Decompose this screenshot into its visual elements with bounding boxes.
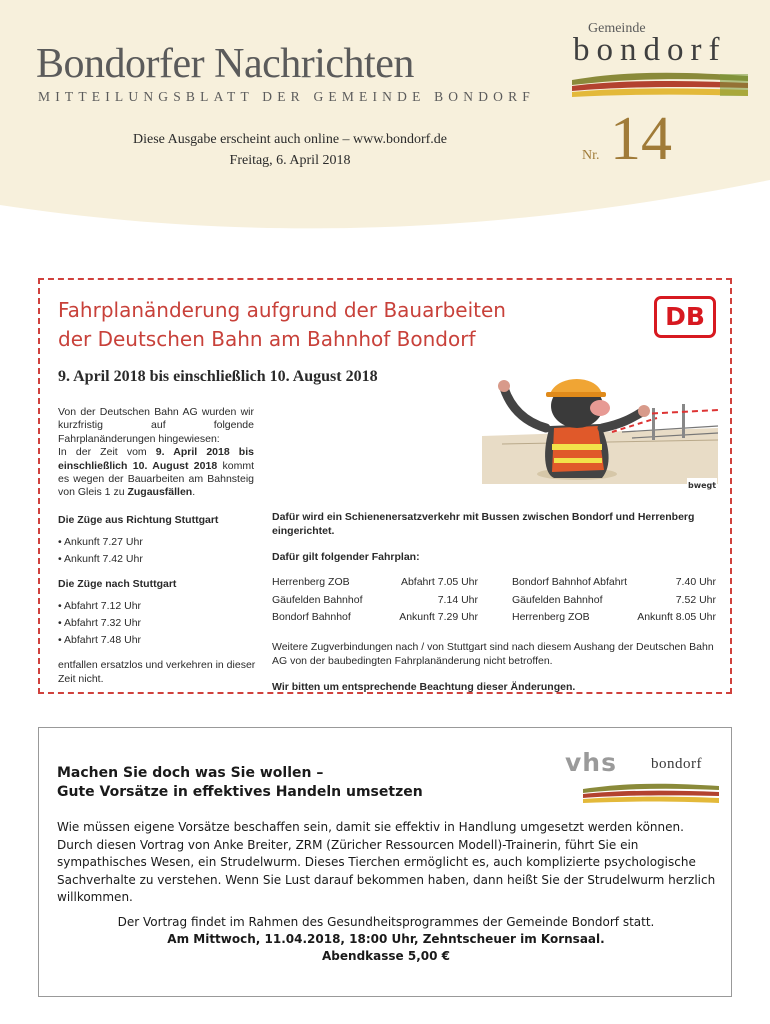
list-item: • Ankunft 7.27 Uhr xyxy=(58,534,268,551)
issue-date: Freitag, 6. April 2018 xyxy=(229,153,351,168)
schedule-right-time: Ankunft 8.05 Uhr xyxy=(637,611,716,623)
schedule-right-time: 7.52 Uhr xyxy=(675,593,716,606)
bwegt-logo-text: bwegt xyxy=(688,481,717,490)
schedule-left-time: Abfahrt 7.05 Uhr xyxy=(400,576,478,588)
logo-gemeinde-text: Gemeinde xyxy=(588,21,646,36)
online-note: Diese Ausgabe erscheint auch online – www.bondorf.de xyxy=(132,132,447,147)
masthead xyxy=(0,0,770,250)
vhs-event-title xyxy=(57,764,423,802)
newsletter-title: Bondorfer Nachrichten xyxy=(36,41,414,87)
list-item: • Ankunft 7.42 Uhr xyxy=(58,551,268,568)
list-item: • Abfahrt 7.32 Uhr xyxy=(58,615,268,632)
intro-text: Von der Deutschen Bahn AG wurden wir kurzfristig auf folgende Fahrplanänderungen hingewiesen: xyxy=(58,406,254,445)
schedule-right-station: Gäufelden Bahnhof xyxy=(512,593,603,606)
vhs-program-note: Der Vortrag findet im Rahmen des Gesundheitsprogrammes der Gemeinde Bondorf statt. xyxy=(117,915,655,929)
vhs-title-line2: Gute Vorsätze in effektives Handeln umsetzen xyxy=(57,784,423,800)
vhs-event-price: Abendkasse 5,00 € xyxy=(322,949,450,963)
cancelled-trains-column xyxy=(58,514,268,686)
notice-title xyxy=(58,296,618,354)
to-stuttgart-heading: Die Züge nach Stuttgart xyxy=(58,578,177,590)
vhs-logo-name: bondorf xyxy=(651,756,702,772)
list-item: • Abfahrt 7.48 Uhr xyxy=(58,632,268,649)
schedule-right-time: 7.40 Uhr xyxy=(675,576,716,588)
intro-bold-period: 9. April 2018 bis einschließlich 10. August 2018 xyxy=(58,446,254,472)
schedule-heading: Dafür gilt folgender Fahrplan: xyxy=(272,551,420,563)
cancellation-note: entfallen ersatzlos und verkehren in dieser Zeit nicht. xyxy=(58,659,256,685)
vhs-event-datetime: Am Mittwoch, 11.04.2018, 18:00 Uhr, Zehntscheuer im Kornsaal. xyxy=(167,932,605,946)
schedule-right-station: Bondorf Bahnhof Abfahrt xyxy=(512,576,628,588)
schedule-change-notice xyxy=(38,278,732,694)
closing-request: Wir bitten um entsprechende Beachtung dieser Änderungen. xyxy=(272,681,576,693)
notice-title-line1: Fahrplanänderung aufgrund der Bauarbeiten xyxy=(58,298,506,322)
vhs-event-details xyxy=(49,914,723,965)
vhs-event-box xyxy=(38,727,732,997)
from-stuttgart-heading: Die Züge aus Richtung Stuttgart xyxy=(58,514,219,526)
construction-mole-illustration xyxy=(482,366,718,502)
issue-number-label: Nr. xyxy=(582,148,600,163)
bus-schedule xyxy=(272,574,718,628)
schedule-left-station: Gäufelden Bahnhof xyxy=(272,593,363,606)
replacement-bus-column xyxy=(272,510,718,694)
replacement-service-text: Dafür wird ein Schienenersatzverkehr mit Bussen zwischen Bondorf und Herrenberg eingerichtet. xyxy=(272,511,695,537)
notice-title-line2: der Deutschen Bahn am Bahnhof Bondorf xyxy=(58,327,476,351)
newsletter-subtitle: MITTEILUNGSBLATT DER GEMEINDE BONDORF xyxy=(38,89,536,104)
to-stuttgart-list xyxy=(58,598,268,649)
intro-end: . xyxy=(192,486,196,499)
notice-date-range: 9. April 2018 bis einschließlich 10. August 2018 xyxy=(58,368,378,385)
logo-name-text: bondorf xyxy=(573,32,727,68)
schedule-left-station: Herrenberg ZOB xyxy=(272,576,350,588)
further-connections-text: Weitere Zugverbindungen nach / von Stuttgart sind nach diesem Aushang der Deutschen Bahn AG von der baubedingten Fahrplanänderung nicht betroffen. xyxy=(272,641,714,667)
bondorf-logo xyxy=(560,18,750,98)
intro-bold-cancellations: Zugausfällen xyxy=(127,486,193,499)
list-item: • Abfahrt 7.12 Uhr xyxy=(58,598,268,615)
from-stuttgart-list xyxy=(58,534,268,568)
vhs-logo-text: vhs xyxy=(565,748,617,777)
vhs-logo-stripes-icon xyxy=(581,782,721,804)
vhs-title-line1: Machen Sie doch was Sie wollen – xyxy=(57,765,324,781)
notice-intro xyxy=(58,406,254,500)
schedule-left-station: Bondorf Bahnhof xyxy=(272,611,351,623)
logo-stripes-icon xyxy=(570,70,750,98)
schedule-left-time: Ankunft 7.29 Uhr xyxy=(399,611,478,623)
schedule-right-station: Herrenberg ZOB xyxy=(512,611,590,623)
schedule-left-time: 7.14 Uhr xyxy=(437,593,478,606)
issue-number: 14 xyxy=(610,105,672,173)
db-logo xyxy=(654,296,716,338)
intro-text-2: In der Zeit vom xyxy=(58,446,156,459)
intro-text-3: kommt es wegen der Bauarbeiten am Bahnsteig von Gleis 1 zu xyxy=(58,459,255,499)
vhs-event-description: Wie müssen eigene Vorsätze beschaffen sein, damit sie effektiv in Handlung umgesetzt werden können. Durch diesen Vortrag von Anke Breiter, ZRM (Züricher Ressourcen Modell)-Trainerin, führt Sie ein sympathisches Wesen, ein Strudelwurm. Dieses Tierchen ermöglicht es, auch komplizierte psychologische Sachverhalte zu verstehen. Wenn Sie Lust darauf bekommen haben, dann heißt Sie der Strudelwurm herzlich willkommen. xyxy=(57,820,716,904)
db-logo-text: DB xyxy=(665,302,705,331)
